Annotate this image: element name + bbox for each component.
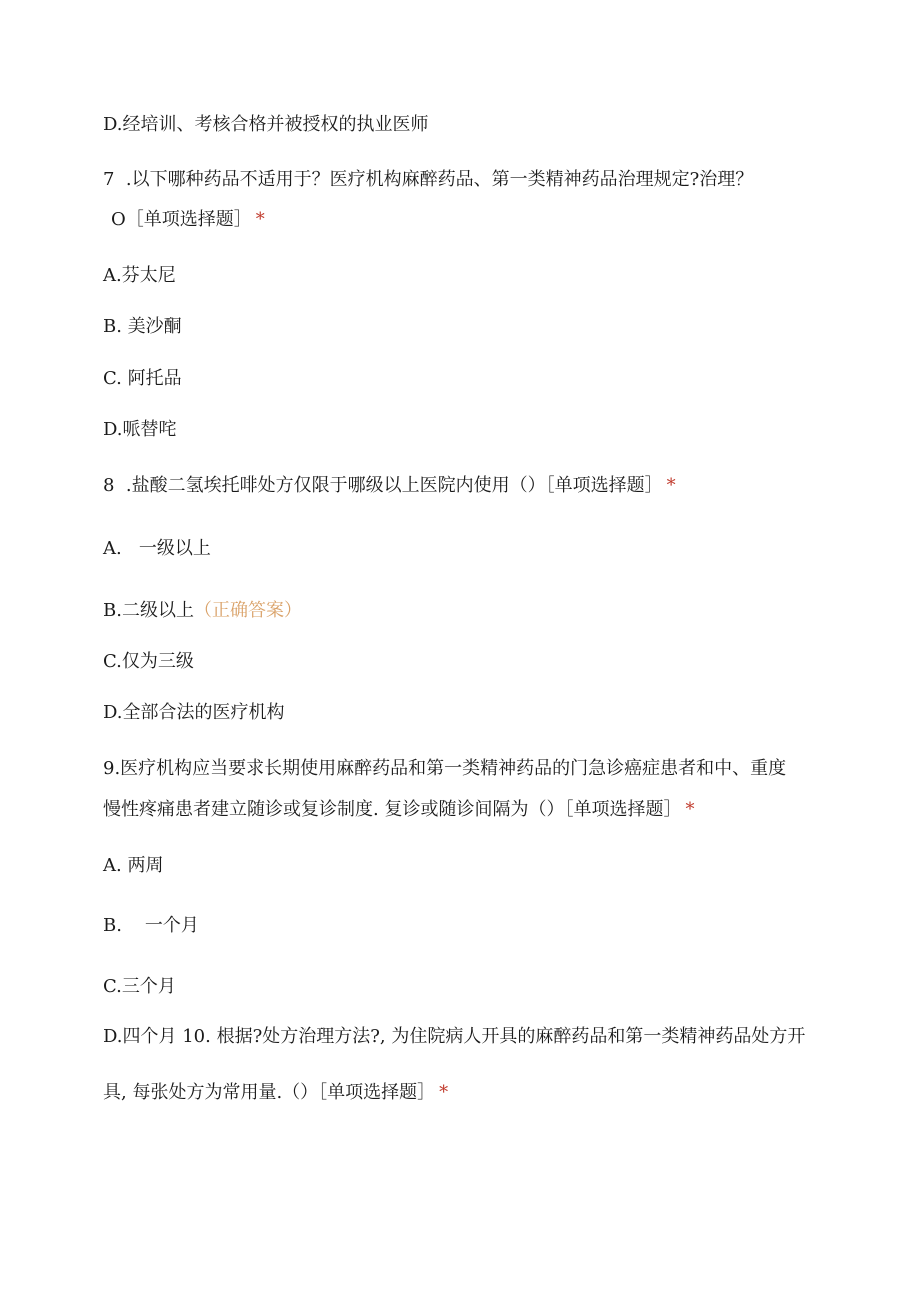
option-text: A. 一级以上 [103, 538, 211, 559]
option-b-q7 [103, 315, 182, 339]
question-8-title [103, 474, 676, 498]
option-b-q9 [103, 914, 199, 938]
option-b-q8 [103, 599, 302, 623]
option-a-q9 [103, 854, 163, 878]
option-text: B. 一个月 [103, 915, 199, 936]
option-text: A.芬太尼 [103, 265, 176, 286]
option-text: A. 两周 [103, 855, 164, 876]
question-9-title-line2 [103, 798, 694, 822]
option-text: D.经培训、考核合格并被授权的执业医师 [103, 114, 429, 135]
required-asterisk-icon: * [666, 475, 676, 496]
option-text: C.仅为三级 [103, 651, 194, 672]
question-9-title-line1 [103, 757, 786, 781]
option-text: D.全部合法的医疗机构 [103, 702, 285, 723]
option-text: D.哌替咤 [103, 419, 177, 440]
required-asterisk-icon: * [685, 799, 695, 820]
correct-answer-label: （正确答案） [193, 600, 302, 621]
required-asterisk-icon: * [439, 1082, 449, 1103]
option-a-q7 [103, 264, 176, 288]
question-7-title [103, 168, 753, 192]
question-7-type [111, 208, 265, 232]
question-text: 8 .盐酸二氢埃托啡处方仅限于哪级以上医院内使用（）［单项选择题］ [103, 475, 663, 496]
question-text: 7 .以下哪种药品不适用于？医疗机构麻醉药品、第一类精神药品治理规定?治理？ [103, 169, 754, 190]
question-text: 9.医疗机构应当要求长期使用麻醉药品和第一类精神药品的门急诊癌症患者和中、重度 [103, 758, 787, 779]
option-text: C. 阿托品 [103, 368, 182, 389]
question-10-title-line2 [103, 1081, 448, 1105]
option-text: B.二级以上 [103, 600, 194, 621]
option-d-q8 [103, 701, 285, 725]
question-type-label: O［单项选择题］ [111, 209, 252, 230]
option-d-q9-and-question-10 [103, 1025, 805, 1049]
required-asterisk-icon: * [255, 209, 265, 230]
option-c-q8 [103, 650, 194, 674]
question-text: D.四个月 10. 根据?处方治理方法?, 为住院病人开具的麻醉药品和第一类精神药品处方开 [103, 1026, 806, 1047]
option-c-q7 [103, 367, 182, 391]
option-d-q7 [103, 418, 177, 442]
option-a-q8 [103, 537, 211, 561]
option-text: B. 美沙酮 [103, 316, 182, 337]
option-c-q9 [103, 975, 176, 999]
option-text: C.三个月 [103, 976, 176, 997]
question-text: 慢性疼痛患者建立随诊或复诊制度. 复诊或随诊间隔为（）［单项选择题］ [103, 799, 682, 820]
option-d-q6 [103, 113, 429, 137]
question-text: 具, 每张处方为常用量.（）［单项选择题］ [103, 1082, 436, 1103]
